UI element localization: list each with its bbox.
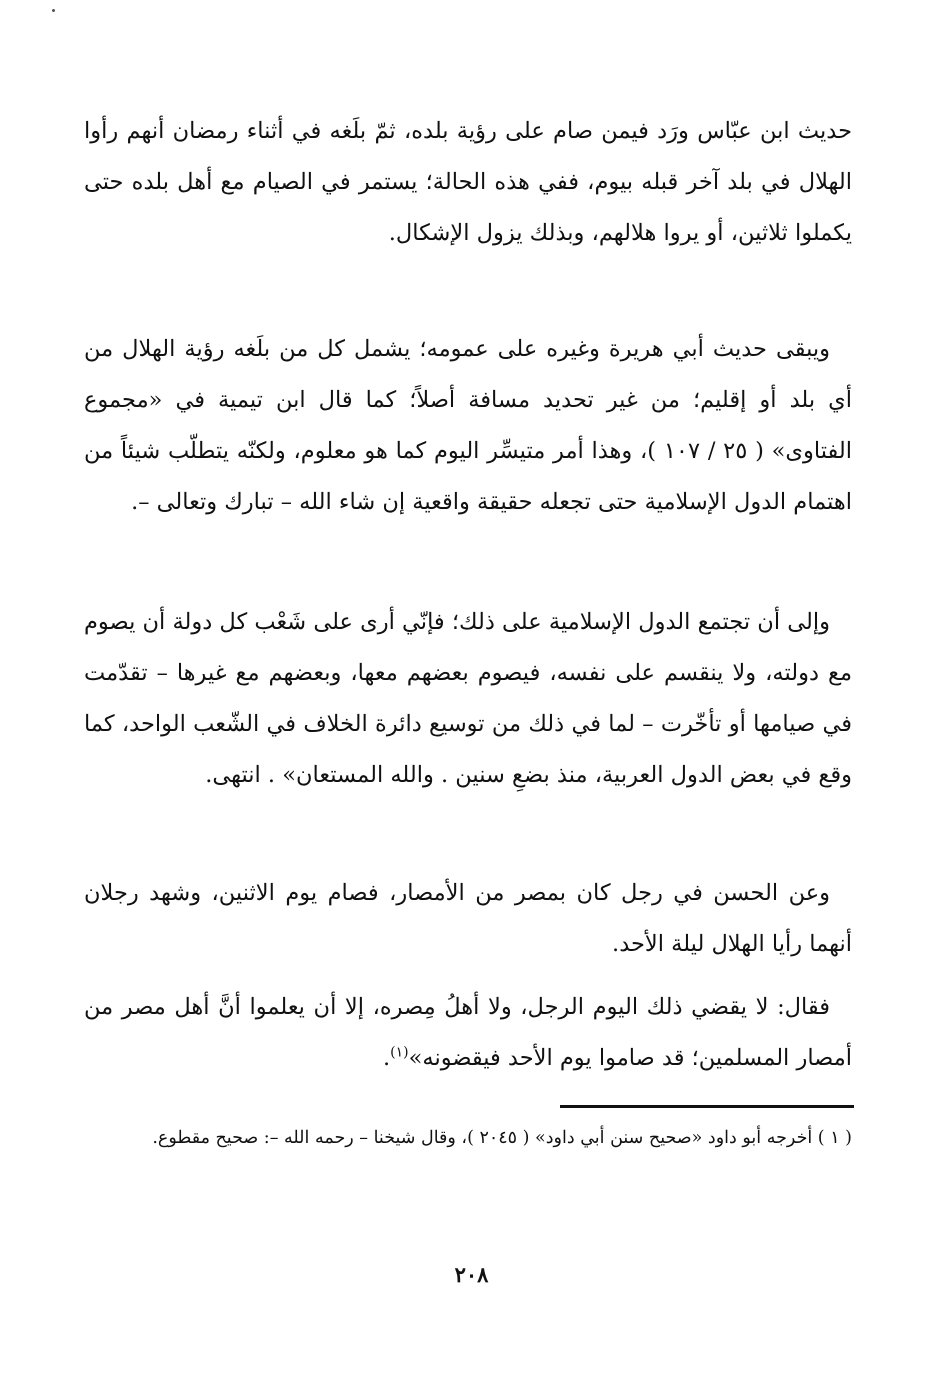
paragraph-2-block [84, 324, 852, 528]
paragraph-3-block [84, 597, 852, 801]
paragraph-1-block [84, 106, 852, 259]
footnote-reference[interactable]: (١) [390, 1044, 409, 1061]
paragraph-2: ويبقى حديث أبي هريرة وغيره على عمومه؛ يشمل كل من بلَغه رؤية الهلال من أي بلد أو إقليم؛ من غير تحديد مسافة أصلاً؛ كما قال ابن تيمية في «مجموع الفتاوى» ( ٢٥ / ١٠٧ )، وهذا أمر متيسِّر اليوم كما هو معلوم، ولكنّه يتطلّب شيئاً من اهتمام الدول الإسلامية حتى تجعله حقيقة واقعية إن شاء الله – تبارك وتعالى –. [84, 336, 853, 515]
paragraph-5-text: فقال: لا يقضي ذلك اليوم الرجل، ولا أهلُ مِصره، إلا أن يعلموا أنَّ أهل مصر من أمصار المسلمين؛ قد صاموا يوم الأحد فيقضونه» [84, 994, 852, 1071]
paragraph-4: وعن الحسن في رجل كان بمصر من الأمصار، فصام يوم الاثنين، وشهد رجلان أنهما رأيا الهلال ليلة الأحد. [84, 880, 852, 957]
paragraph-1: حديث ابن عبّاس ورَد فيمن صام على رؤية بلده، ثمّ بلَغه في أثناء رمضان أنهم رأوا الهلال في بلد آخر قبله بيوم، ففي هذه الحالة؛ يستمر في الصيام مع أهل بلده حتى يكملوا ثلاثين، أو يروا هلالهم، وبذلك يزول الإشكال. [84, 118, 852, 246]
footnote-text: ( ١ ) أخرجه أبو داود «صحيح سنن أبي داود» ( ٢٠٤٥ )، وقال شيخنا – رحمه الله –: صحيح مقطوع. [152, 1128, 852, 1148]
paragraph-5-end: . [382, 1045, 391, 1071]
scan-speck [52, 9, 55, 12]
paragraph-5-block [84, 982, 852, 1084]
paragraph-4-block [84, 868, 852, 970]
footnote [84, 1118, 852, 1159]
page-number: ٢٠٨ [454, 1262, 489, 1287]
paragraph-3: وإلى أن تجتمع الدول الإسلامية على ذلك؛ فإنّي أرى على شَعْب كل دولة أن يصوم مع دولته، ولا ينقسم على نفسه، فيصوم بعضهم معها، وبعضهم مع غيرها – تقدّمت في صيامها أو تأخّرت – لما في ذلك من توسيع دائرة الخلاف في الشّعب الواحد، كما وقع في بعض الدول العربية، منذ بضعِ سنين . والله المستعان» . انتهى. [84, 609, 852, 788]
paragraph-5 [84, 982, 852, 1084]
footnote-divider [560, 1105, 854, 1108]
